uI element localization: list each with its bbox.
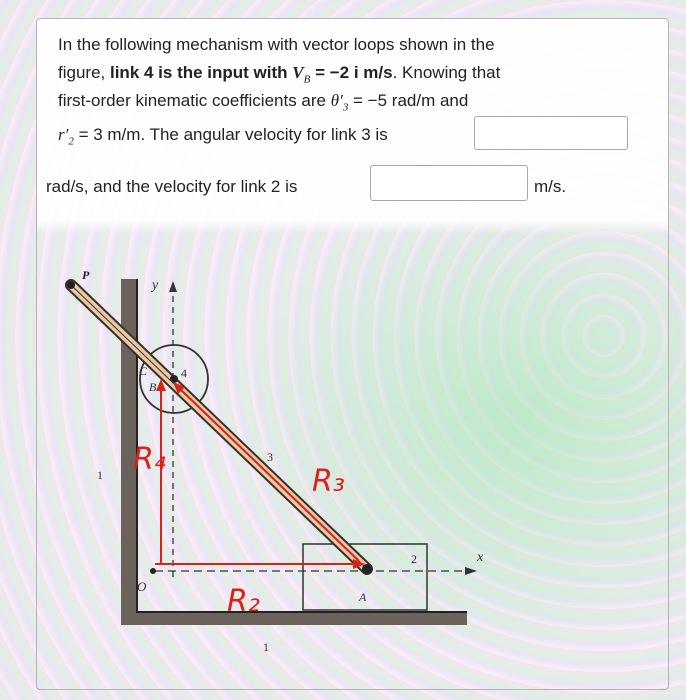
question-line-3: first-order kinematic coefficients are $\theta'_3 = -5$ rad/m and <box>58 91 469 114</box>
origin-point <box>150 568 156 574</box>
angular-velocity-link3-input[interactable] <box>474 116 628 150</box>
label-three: 3 <box>267 450 273 464</box>
label-P: P <box>82 268 90 282</box>
y-axis-arrow <box>169 281 177 292</box>
label-two: 2 <box>411 552 417 566</box>
question-line-5: rad/s, and the velocity for link 2 is <box>46 177 298 196</box>
label-B: B <box>149 380 157 394</box>
velocity-unit: m/s. <box>534 177 567 196</box>
question-line-2: figure, link 4 is the input with $V_B = -2$ i m/s. Knowing that <box>58 63 501 86</box>
label-A: A <box>359 590 367 604</box>
vector-R2 <box>155 559 365 569</box>
question-line-4: $r'_2 = 3$ m/m. The angular velocity for link 3 is <box>58 125 388 148</box>
x-axis-arrow <box>465 567 477 575</box>
point-P <box>67 281 75 289</box>
label-one-bottom: 1 <box>263 640 269 654</box>
label-O: O <box>137 579 147 594</box>
question-line-1: In the following mechanism with vector loops shown in the <box>58 35 495 54</box>
ground-floor <box>121 611 467 625</box>
label-one-left: 1 <box>97 468 103 482</box>
question-card <box>36 18 669 690</box>
point-B <box>170 375 178 383</box>
velocity-link2-input[interactable] <box>370 165 528 201</box>
label-R2: R₂ <box>227 584 260 619</box>
label-C: C <box>139 364 148 378</box>
label-y: y <box>152 278 159 293</box>
mechanism-figure <box>37 239 670 659</box>
label-R4: R₄ <box>133 442 166 477</box>
label-R3: R₃ <box>312 464 345 499</box>
label-x: x <box>477 550 484 565</box>
pin-A <box>362 564 372 574</box>
label-four: 4 <box>181 366 187 380</box>
